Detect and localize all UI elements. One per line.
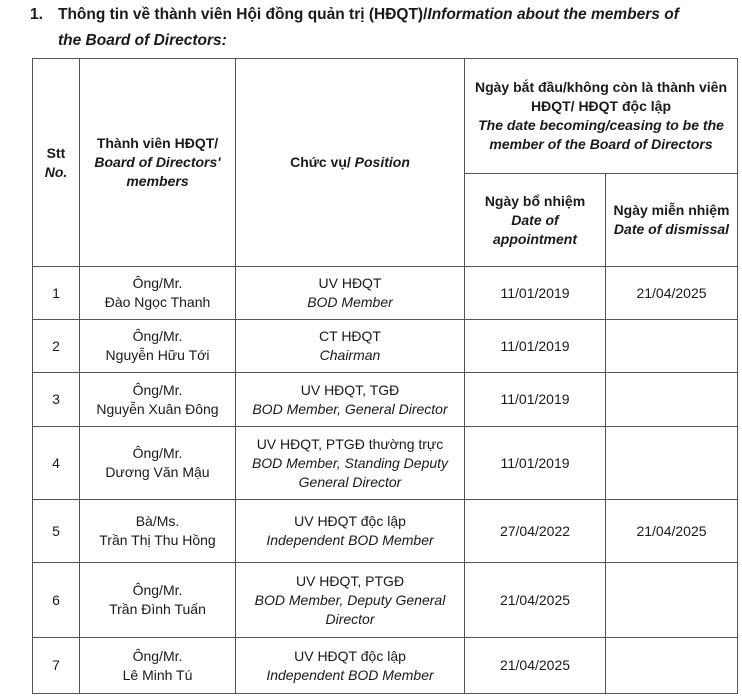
header-date-group: Ngày bắt đầu/không còn là thành viên HĐQT/ HĐQT độc lập The date becoming/ceasing to be the member of the Board of Directors bbox=[465, 59, 738, 174]
section-title-vi: Thông tin về thành viên Hội đồng quản trị (HĐQT)/ bbox=[58, 6, 428, 23]
cell-dismissed bbox=[606, 638, 738, 694]
header-position: Chức vụ/ Position bbox=[236, 59, 465, 267]
section-number: 1. bbox=[30, 6, 43, 23]
table-row bbox=[33, 638, 738, 694]
cell-appointed: 21/04/2025 bbox=[465, 638, 606, 694]
cell-member: Ông/Mr. Đào Ngọc Thanh bbox=[80, 267, 236, 320]
cell-member: Ông/Mr. Dương Văn Mậu bbox=[80, 427, 236, 500]
cell-member: Ông/Mr. Trần Đình Tuấn bbox=[80, 563, 236, 638]
section-heading bbox=[30, 2, 742, 54]
cell-no: 2 bbox=[33, 320, 80, 373]
cell-position: CT HĐQT Chairman bbox=[236, 320, 465, 373]
table-row bbox=[33, 427, 738, 500]
table-row bbox=[33, 267, 738, 320]
cell-position: UV HĐQT độc lập Independent BOD Member bbox=[236, 500, 465, 563]
header-member: Thành viên HĐQT/ Board of Directors' members bbox=[80, 59, 236, 267]
table-row bbox=[33, 373, 738, 427]
cell-appointed: 11/01/2019 bbox=[465, 320, 606, 373]
heading-line-1 bbox=[30, 2, 742, 28]
cell-dismissed: 21/04/2025 bbox=[606, 267, 738, 320]
cell-position: UV HĐQT, TGĐ BOD Member, General Director bbox=[236, 373, 465, 427]
section-title-en-2: the Board of Directors: bbox=[58, 32, 227, 49]
cell-appointed: 21/04/2025 bbox=[465, 563, 606, 638]
cell-member: Ông/Mr. Lê Minh Tú bbox=[80, 638, 236, 694]
cell-dismissed: 21/04/2025 bbox=[606, 500, 738, 563]
cell-no: 7 bbox=[33, 638, 80, 694]
board-members-table bbox=[32, 58, 738, 694]
cell-dismissed bbox=[606, 563, 738, 638]
table-row bbox=[33, 500, 738, 563]
header-appointment: Ngày bổ nhiệm Date of appointment bbox=[465, 174, 606, 267]
header-stt: Stt No. bbox=[33, 59, 80, 267]
cell-position: UV HĐQT, PTGĐ thường trực BOD Member, Standing Deputy General Director bbox=[236, 427, 465, 500]
cell-appointed: 11/01/2019 bbox=[465, 427, 606, 500]
cell-position: UV HĐQT, PTGĐ BOD Member, Deputy General Director bbox=[236, 563, 465, 638]
cell-dismissed bbox=[606, 373, 738, 427]
cell-no: 1 bbox=[33, 267, 80, 320]
cell-appointed: 27/04/2022 bbox=[465, 500, 606, 563]
cell-no: 3 bbox=[33, 373, 80, 427]
table-row bbox=[33, 320, 738, 373]
cell-position: UV HĐQT độc lập Independent BOD Member bbox=[236, 638, 465, 694]
header-dismissal: Ngày miễn nhiệm Date of dismissal bbox=[606, 174, 738, 267]
table-row bbox=[33, 563, 738, 638]
cell-appointed: 11/01/2019 bbox=[465, 267, 606, 320]
section-title-en-1: Information about the members of bbox=[427, 6, 679, 23]
cell-dismissed bbox=[606, 320, 738, 373]
cell-no: 5 bbox=[33, 500, 80, 563]
cell-appointed: 11/01/2019 bbox=[465, 373, 606, 427]
cell-position: UV HĐQT BOD Member bbox=[236, 267, 465, 320]
cell-dismissed bbox=[606, 427, 738, 500]
cell-member: Bà/Ms. Trần Thị Thu Hồng bbox=[80, 500, 236, 563]
cell-member: Ông/Mr. Nguyễn Hữu Tới bbox=[80, 320, 236, 373]
cell-no: 6 bbox=[33, 563, 80, 638]
cell-member: Ông/Mr. Nguyễn Xuân Đông bbox=[80, 373, 236, 427]
cell-no: 4 bbox=[33, 427, 80, 500]
